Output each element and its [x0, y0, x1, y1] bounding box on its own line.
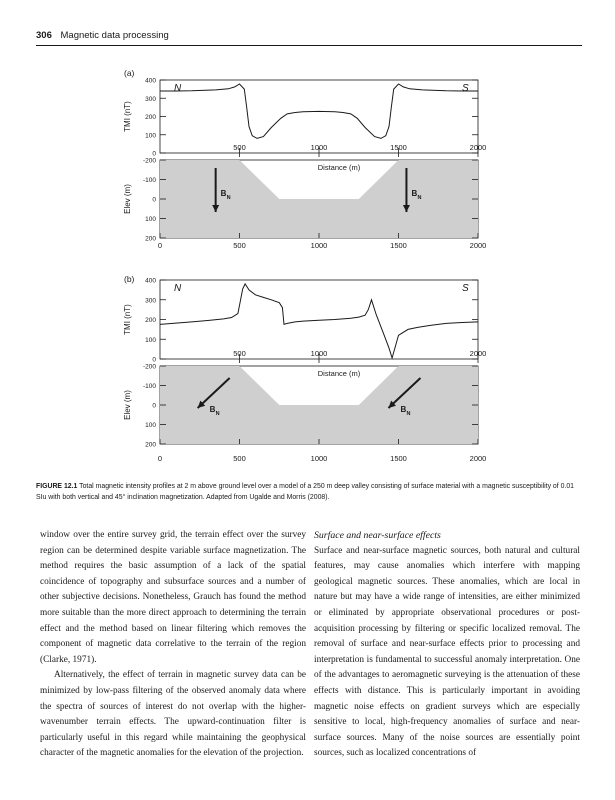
- elev-y-tick-label: 100: [145, 216, 156, 223]
- tmi-y-tick-label: 100: [145, 132, 156, 140]
- magnetization-label: B: [411, 189, 418, 198]
- elev-x-tick-label: 0: [157, 241, 163, 250]
- elev-axis-label: Elev (m): [123, 184, 132, 214]
- elev-y-tick-label: -100: [142, 383, 156, 390]
- direction-label-north: N: [174, 283, 182, 294]
- elev-x-tick-label: 1500: [390, 454, 407, 463]
- tmi-y-tick-label: 400: [145, 77, 156, 85]
- direction-label-north: N: [174, 83, 182, 94]
- chart-panel-1: [123, 68, 486, 250]
- tmi-x-tick-label: 1000: [310, 349, 328, 358]
- elev-y-tick-label: 0: [152, 402, 156, 410]
- magnetization-subscript: N: [417, 195, 422, 201]
- distance-axis-label: Distance (m): [317, 369, 361, 378]
- figure-caption-text: Total magnetic intensity profiles at 2 m above ground level over a model of a 250 m deep valley consisting of surface material with a magnetic susceptibility of 0.01 SIu with both vertical and 45° inclination magnetization. Adapted from Ugalde and Morris (2008).: [36, 483, 575, 501]
- elev-y-tick-label: 200: [145, 235, 156, 243]
- tmi-y-tick-label: 300: [145, 95, 156, 103]
- tmi-x-tick-label: 1500: [390, 143, 407, 152]
- tmi-x-tick-label: 500: [233, 349, 246, 358]
- elev-y-tick-label: 0: [152, 196, 156, 204]
- right-paragraph-1: Surface and near-surface magnetic sources, both natural and cultural features, may cause anomalies which interfere with mapping geological magnetic sources. These anomalies, which are local in nature but may have a wide range of intensities, are either minimized or eliminated by appropriate observational procedures or post-acquisition processing by filtering or specific localized removal. The removal of surface and near-surface effects prior to processing and interpretation is fundamental to successful anomaly interpretation. One of the advantages to aeromagnetic surveying is the attenuation of these effects with distance. This is particularly important in avoiding magnetic noise effects on gradient surveys which are especially sensitive to local, high-frequency anomalies of surface and near-surface sources. Many of the noise sources are essentially point sources, such as localized concentrations of: [314, 545, 580, 759]
- elev-x-tick-label: 500: [233, 241, 246, 250]
- direction-label-south: S: [462, 83, 469, 94]
- magnetization-subscript: N: [215, 411, 220, 417]
- tmi-frame: [160, 280, 478, 359]
- elev-y-tick-label: -100: [142, 177, 156, 184]
- right-column: [314, 528, 580, 762]
- tmi-axis-label: TMI (nT): [123, 101, 132, 132]
- elev-x-tick-label: 1000: [310, 241, 328, 250]
- elev-axis-label: Elev (m): [123, 390, 132, 420]
- elev-x-tick-label: 1000: [310, 454, 328, 463]
- tmi-x-tick-label: 2000: [469, 143, 487, 152]
- elev-y-tick-label: 200: [145, 441, 156, 449]
- elev-x-tick-label: 0: [157, 454, 163, 463]
- left-paragraph-1: window over the entire survey grid, the terrain effect over the survey region can be determined despite variable surface magnetization. The method requires the basic assumption of a lack of the spatial coincidence of topography and subsurface sources and a number of other subjective decisions. Nonetheless, Grauch has found the method more suitable than the more direct approach to determining the terrain effect and the method based on linear filtering which removes the component of magnetic data correlative to the terrain of the region (Clarke, 1971).: [40, 530, 306, 665]
- tmi-y-tick-label: 0: [152, 356, 156, 364]
- tmi-y-tick-label: 400: [145, 277, 156, 285]
- page-number: 306: [36, 30, 52, 41]
- tmi-y-tick-label: 300: [145, 297, 156, 305]
- figure-caption: [36, 481, 582, 503]
- tmi-series-line: [160, 284, 478, 358]
- tmi-y-tick-label: 200: [145, 317, 156, 324]
- panel-label: (b): [124, 274, 135, 284]
- elev-x-tick-label: 2000: [469, 454, 487, 463]
- magnetization-label: B: [209, 405, 216, 414]
- magnetization-label: B: [220, 189, 227, 198]
- elev-x-tick-label: 500: [233, 454, 246, 463]
- tmi-series-line: [160, 84, 478, 138]
- chart-panel-2: [123, 274, 486, 463]
- left-column: [40, 528, 306, 762]
- magnetization-subscript: N: [226, 195, 231, 201]
- figure-caption-label: FIGURE 12.1: [36, 483, 78, 490]
- elev-x-tick-label: 2000: [469, 241, 487, 250]
- tmi-x-tick-label: 2000: [469, 349, 487, 358]
- tmi-axis-label: TMI (nT): [123, 304, 132, 335]
- tmi-x-tick-label: 1000: [310, 143, 328, 152]
- magnetization-subscript: N: [406, 411, 411, 417]
- tmi-y-tick-label: 200: [145, 114, 156, 121]
- distance-axis-label: Distance (m): [317, 163, 361, 172]
- elev-x-tick-label: 1500: [390, 241, 407, 250]
- running-title: Magnetic data processing: [60, 30, 169, 41]
- elev-y-tick-label: 100: [145, 422, 156, 429]
- section-heading: Surface and near-surface effects: [314, 530, 441, 541]
- left-paragraph-2: Alternatively, the effect of terrain in magnetic survey data can be minimized by low-pass filtering of the observed anomaly data where the spectra of sources of interest do not overlap with the higher-wavenumber terrain effects. The upward-continuation filter is particularly useful in this regard while maintaining the geophysical character of the magnetic anomalies for the elevation of the projection.: [40, 670, 306, 759]
- tmi-y-tick-label: 0: [152, 150, 156, 158]
- panel-label: (a): [124, 68, 135, 78]
- elev-y-tick-label: -200: [142, 363, 156, 371]
- elev-y-tick-label: -200: [142, 157, 156, 165]
- direction-label-south: S: [462, 283, 469, 294]
- tmi-y-tick-label: 100: [145, 336, 156, 344]
- magnetization-label: B: [400, 405, 407, 414]
- tmi-x-tick-label: 500: [233, 143, 246, 152]
